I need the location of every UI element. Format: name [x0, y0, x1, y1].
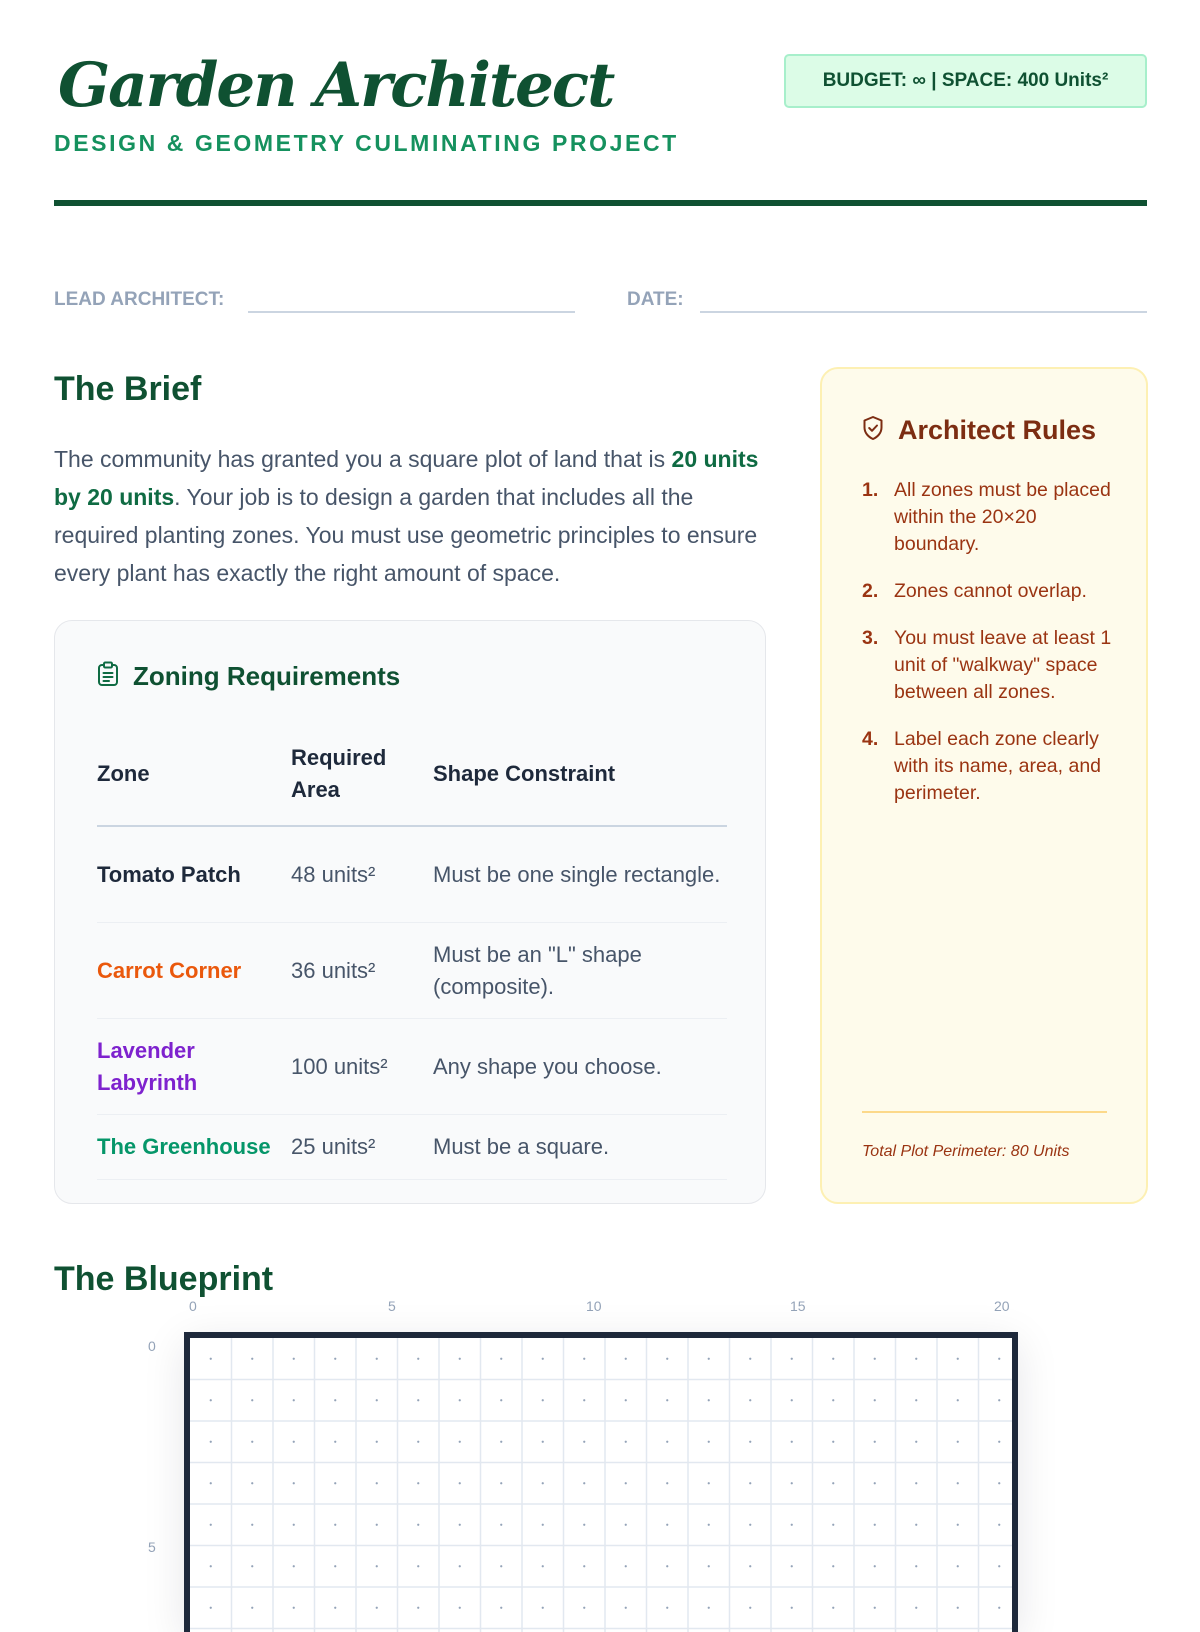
grid-dot [251, 1358, 253, 1360]
grid-dot [625, 1565, 627, 1567]
rules-divider [862, 1111, 1107, 1113]
grid-dot [417, 1399, 419, 1401]
list-item [862, 477, 1114, 558]
grid-dot [376, 1607, 378, 1609]
table-row [97, 923, 727, 1019]
grid-dot [293, 1441, 295, 1443]
grid-dot [791, 1358, 793, 1360]
grid-dot [957, 1482, 959, 1484]
grid-dot [542, 1482, 544, 1484]
grid-dot [293, 1358, 295, 1360]
grid-dot [957, 1399, 959, 1401]
page-title: Garden Architect [58, 50, 614, 121]
page-subtitle: DESIGN & GEOMETRY CULMINATING PROJECT [54, 130, 679, 156]
grid-dot [749, 1399, 751, 1401]
grid-dot [625, 1399, 627, 1401]
column-header-constraint: Shape Constraint [433, 723, 727, 826]
rule-text: Zones cannot overlap. [894, 580, 1087, 602]
zone-area: 25 units² [291, 1115, 433, 1180]
rule-number: 2. [862, 580, 879, 602]
zone-area: 36 units² [291, 923, 433, 1019]
grid-dot [998, 1358, 1000, 1360]
grid-dot [251, 1565, 253, 1567]
grid-dot [251, 1482, 253, 1484]
grid-dot [459, 1565, 461, 1567]
header-divider [54, 200, 1147, 206]
grid-dot [459, 1482, 461, 1484]
grid-dot [583, 1482, 585, 1484]
zone-name: The Greenhouse [97, 1115, 291, 1180]
brief-text-start: The community has granted you a square plot of land that is [54, 446, 672, 472]
grid-dot [874, 1358, 876, 1360]
brief-text-end: . Your job is to design a garden that includes all the required planting zones. You must use geometric principles to ensure every plant has exactly the right amount of space. [54, 484, 758, 586]
grid-dot [500, 1607, 502, 1609]
date-label: DATE: [627, 289, 684, 310]
list-item [862, 578, 1114, 605]
y-axis-tick: 5 [148, 1539, 156, 1555]
grid-dot [749, 1358, 751, 1360]
grid-dot [749, 1441, 751, 1443]
grid-dot [542, 1607, 544, 1609]
rules-card-header [862, 415, 1096, 446]
grid-dot [251, 1524, 253, 1526]
grid-dot [957, 1565, 959, 1567]
grid-dot [251, 1399, 253, 1401]
grid-dot [874, 1482, 876, 1484]
grid-dot [500, 1441, 502, 1443]
grid-dot [500, 1482, 502, 1484]
grid-dot [376, 1358, 378, 1360]
grid-dot [915, 1524, 917, 1526]
grid-dot [749, 1524, 751, 1526]
grid-dot [791, 1607, 793, 1609]
grid-dot [915, 1565, 917, 1567]
x-axis-tick: 20 [994, 1298, 1010, 1314]
grid-dot [832, 1607, 834, 1609]
grid-dot [666, 1441, 668, 1443]
grid-dot [832, 1482, 834, 1484]
grid-dot [459, 1441, 461, 1443]
grid-dot [666, 1358, 668, 1360]
grid-dot [708, 1524, 710, 1526]
column-header-zone: Zone [97, 723, 291, 826]
grid-dot [334, 1607, 336, 1609]
grid-dot [459, 1524, 461, 1526]
grid-dot [417, 1524, 419, 1526]
grid-dot [666, 1565, 668, 1567]
grid-dot [293, 1524, 295, 1526]
grid-dot [583, 1524, 585, 1526]
grid-dot [832, 1358, 834, 1360]
grid-dot [334, 1565, 336, 1567]
brief-paragraph [54, 440, 774, 592]
grid-dot [334, 1482, 336, 1484]
grid-dot [749, 1482, 751, 1484]
zoning-table [97, 723, 727, 1180]
lead-architect-label: LEAD ARCHITECT: [54, 289, 225, 310]
grid-dot [625, 1358, 627, 1360]
grid-dot [583, 1358, 585, 1360]
grid-dot [583, 1441, 585, 1443]
grid-dot [500, 1399, 502, 1401]
rule-number: 4. [862, 728, 879, 750]
brief-heading: The Brief [54, 370, 202, 408]
x-axis-tick: 15 [790, 1298, 806, 1314]
grid-dot [542, 1441, 544, 1443]
x-axis-tick: 5 [388, 1298, 396, 1314]
zoning-header-row [97, 723, 727, 826]
grid-dot [334, 1399, 336, 1401]
grid-dot [210, 1441, 212, 1443]
grid-dot [666, 1607, 668, 1609]
grid-dot [417, 1607, 419, 1609]
grid-dot [915, 1482, 917, 1484]
grid-dot [210, 1607, 212, 1609]
grid-dot [874, 1441, 876, 1443]
zone-name: Tomato Patch [97, 826, 291, 923]
grid-dot [957, 1524, 959, 1526]
grid-dot [749, 1607, 751, 1609]
grid-dot [334, 1358, 336, 1360]
grid-dot [417, 1565, 419, 1567]
grid-dot [957, 1358, 959, 1360]
brief-plot-size: 20 units by 20 units [54, 446, 759, 510]
grid-dot [791, 1565, 793, 1567]
grid-dot [998, 1524, 1000, 1526]
grid-dot [625, 1441, 627, 1443]
table-row [97, 826, 727, 923]
grid-dot [210, 1565, 212, 1567]
grid-dot [583, 1399, 585, 1401]
grid-dot [708, 1358, 710, 1360]
grid-dot [998, 1565, 1000, 1567]
grid-dot [998, 1482, 1000, 1484]
grid-dot [210, 1482, 212, 1484]
grid-dot [625, 1524, 627, 1526]
grid-dot [957, 1607, 959, 1609]
rule-number: 1. [862, 479, 879, 501]
grid-dot [500, 1358, 502, 1360]
plot-perimeter-note: Total Plot Perimeter: 80 Units [862, 1143, 1070, 1160]
table-row [97, 1019, 727, 1115]
grid-dot [417, 1358, 419, 1360]
zone-constraint: Must be a square. [433, 1115, 727, 1180]
zone-constraint: Must be one single rectangle. [433, 826, 727, 923]
grid-dot [376, 1565, 378, 1567]
grid-dot [376, 1441, 378, 1443]
grid-dot [293, 1565, 295, 1567]
rules-heading: Architect Rules [898, 415, 1097, 445]
rule-number: 3. [862, 627, 879, 649]
grid-dot [708, 1441, 710, 1443]
grid-dot [459, 1399, 461, 1401]
architect-rules-card [820, 367, 1148, 1204]
grid-dot [251, 1607, 253, 1609]
zoning-card-header [97, 661, 400, 692]
grid-dot [791, 1482, 793, 1484]
shield-check-icon [862, 415, 884, 446]
grid-dot [625, 1607, 627, 1609]
grid-dot [832, 1441, 834, 1443]
grid-dot [500, 1524, 502, 1526]
grid-dot [915, 1358, 917, 1360]
list-item [862, 726, 1114, 807]
y-axis-tick: 0 [148, 1338, 156, 1354]
grid-dot [915, 1441, 917, 1443]
grid-dot [998, 1441, 1000, 1443]
grid-dot [998, 1399, 1000, 1401]
list-item [862, 625, 1114, 706]
zone-name: Lavender Labyrinth [97, 1019, 291, 1115]
grid-dot [832, 1399, 834, 1401]
zone-constraint: Any shape you choose. [433, 1019, 727, 1115]
grid-dot [542, 1399, 544, 1401]
grid-dot [791, 1399, 793, 1401]
zone-name: Carrot Corner [97, 923, 291, 1019]
blueprint-grid[interactable] [184, 1332, 1018, 1632]
grid-dot [874, 1524, 876, 1526]
grid-dot [210, 1399, 212, 1401]
lead-architect-field[interactable] [248, 311, 575, 313]
grid-dot [915, 1607, 917, 1609]
grid-dot [376, 1399, 378, 1401]
date-field[interactable] [700, 311, 1147, 313]
grid-dot [708, 1565, 710, 1567]
blueprint-heading: The Blueprint [54, 1260, 274, 1298]
grid-dot [583, 1565, 585, 1567]
grid-dot [417, 1482, 419, 1484]
clipboard-icon [97, 661, 119, 692]
rules-list [862, 477, 1114, 827]
grid-dot [957, 1441, 959, 1443]
grid-dot [459, 1607, 461, 1609]
grid-dot [625, 1482, 627, 1484]
grid-dot [874, 1565, 876, 1567]
grid-dot [210, 1524, 212, 1526]
grid-dot [417, 1441, 419, 1443]
zoning-requirements-card [54, 620, 766, 1204]
budget-space-badge: BUDGET: ∞ | SPACE: 400 Units² [784, 54, 1147, 108]
grid-dot [542, 1358, 544, 1360]
grid-dot [915, 1399, 917, 1401]
rule-text: All zones must be placed within the 20×20 boundary. [894, 479, 1111, 555]
grid-dot [542, 1565, 544, 1567]
grid-dot [500, 1565, 502, 1567]
x-axis-tick: 10 [586, 1298, 602, 1314]
grid-dot [376, 1524, 378, 1526]
rule-text: Label each zone clearly with its name, area, and perimeter. [894, 728, 1102, 804]
x-axis-tick: 0 [189, 1298, 197, 1314]
zone-area: 48 units² [291, 826, 433, 923]
grid-dot [583, 1607, 585, 1609]
grid-dot [666, 1399, 668, 1401]
grid-dot [666, 1524, 668, 1526]
grid-dot [832, 1524, 834, 1526]
column-header-area: Required Area [291, 723, 433, 826]
zone-area: 100 units² [291, 1019, 433, 1115]
grid-dot [708, 1607, 710, 1609]
rule-text: You must leave at least 1 unit of "walkway" space between all zones. [894, 627, 1112, 703]
zone-constraint: Must be an "L" shape (composite). [433, 923, 727, 1019]
grid-dot [791, 1524, 793, 1526]
grid-dot [293, 1482, 295, 1484]
grid-dot [334, 1441, 336, 1443]
grid-dot [293, 1399, 295, 1401]
grid-dot [251, 1441, 253, 1443]
table-row [97, 1115, 727, 1180]
grid-dot [334, 1524, 336, 1526]
grid-dot [666, 1482, 668, 1484]
grid-dot [708, 1482, 710, 1484]
grid-dot [874, 1607, 876, 1609]
grid-dot [791, 1441, 793, 1443]
grid-dot [998, 1607, 1000, 1609]
zoning-heading: Zoning Requirements [133, 661, 401, 691]
grid-dot [832, 1565, 834, 1567]
grid-dot [542, 1524, 544, 1526]
grid-dot [459, 1358, 461, 1360]
grid-dot [376, 1482, 378, 1484]
grid-dot [210, 1358, 212, 1360]
grid-dot [708, 1399, 710, 1401]
grid-dot [749, 1565, 751, 1567]
grid-dot [293, 1607, 295, 1609]
grid-dot [874, 1399, 876, 1401]
